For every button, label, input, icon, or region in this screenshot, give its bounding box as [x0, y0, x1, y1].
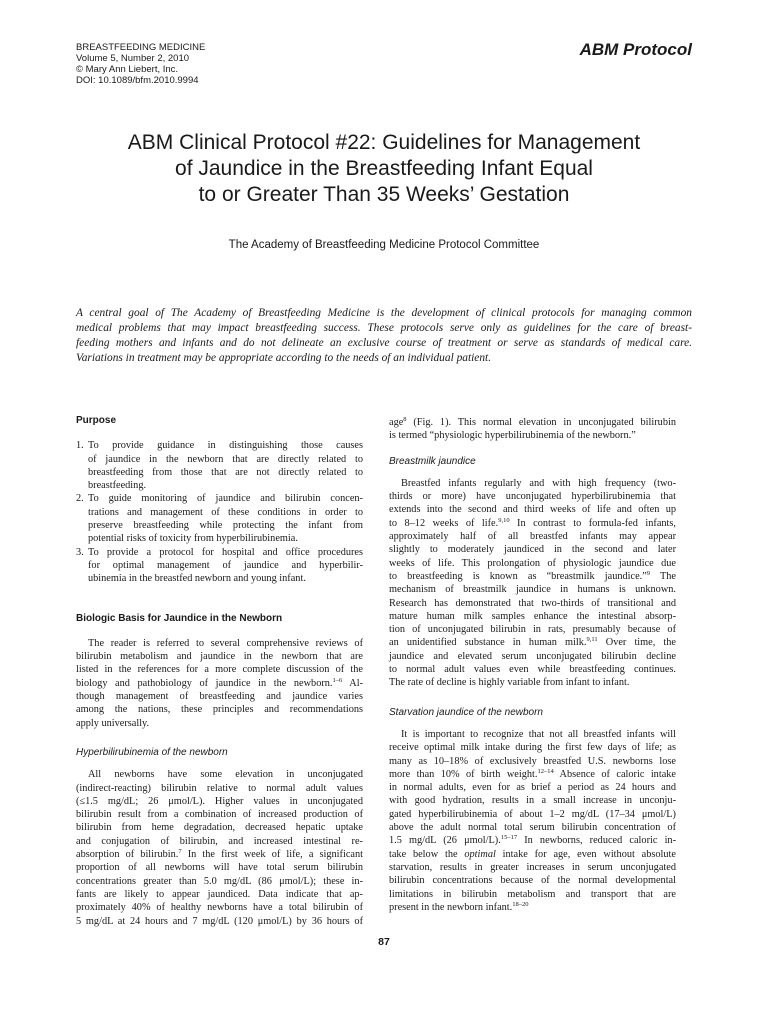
text-line: limitations in bilirubin metabolism and transport that are	[389, 888, 676, 900]
text-line: concentrations greater than 5.0 mg/dL (86 μmol/L); these in-	[76, 875, 363, 887]
text-span: present in the newborn infant.	[389, 901, 513, 913]
text-line: approximately half of all breastfed infants may appear	[389, 531, 676, 543]
text-line: apply universally.	[76, 717, 150, 729]
abstract-line: A central goal of The Academy of Breastfeeding Medicine is the development of clinical protocols for managing common	[76, 307, 692, 319]
text-line: thirds or more) have unconjugated hyperbilirubinemia that	[389, 491, 676, 503]
text-span: take below the	[389, 848, 465, 860]
text-line: and conjugation of bilirubin, and increased intestinal re-	[76, 835, 363, 847]
list-item	[76, 492, 363, 545]
protocol-label: ABM Protocol	[579, 40, 692, 59]
list-number: 2.	[76, 493, 84, 505]
text-span: intake for age, even without absolute	[495, 848, 676, 860]
text-line: with good hydration, results in a small increase in unconju-	[389, 795, 676, 807]
text-span: The	[650, 570, 676, 582]
author-line: The Academy of Breastfeeding Medicine Protocol Committee	[228, 239, 540, 251]
title-line: ABM Clinical Protocol #22: Guidelines for Management	[127, 131, 641, 154]
text-span: In the first week of life, a significant	[181, 849, 363, 861]
text-line: The reader is referred to several comprehensive reviews of	[88, 637, 363, 649]
list-number: 1.	[76, 440, 84, 452]
text-span: to breastfeeding is known as “breastmilk jaundice.”	[389, 570, 647, 582]
text-line: All newborns have some elevation in unconjugated	[88, 769, 363, 781]
citation: 18–20	[512, 900, 529, 908]
text-line: slightly to moderately jaundiced in the second and later	[389, 544, 676, 556]
article-title	[76, 130, 692, 208]
text-line: above the adult normal total serum bilirubin concentration of	[389, 822, 676, 834]
citation: 15–17	[500, 834, 518, 842]
citation: 7	[178, 848, 182, 856]
text-line	[389, 517, 676, 530]
text-line: jaundice and elevated serum unconjugated bilirubin decline	[389, 650, 676, 662]
text-line: for optimal management of jaundice and hyperbilir-	[88, 559, 363, 571]
text-line: To guide monitoring of jaundice and bilirubin concen-	[88, 493, 363, 505]
journal-copyright: © Mary Ann Liebert, Inc.	[76, 64, 179, 75]
page-number: 87	[378, 936, 390, 948]
text-line: The rate of decline is highly variable from infant to infant.	[389, 677, 630, 689]
text-line	[389, 636, 676, 649]
journal-name: BREASTFEEDING MEDICINE	[76, 42, 206, 53]
text-span: age	[389, 417, 404, 428]
text-span: In contrast to formula-fed infants,	[509, 517, 676, 529]
text-line: breastfeeding from those that are not directly related to	[88, 466, 363, 478]
text-line: starvation, results in greater increases in serum unconjugated	[389, 861, 676, 873]
text-span: (Fig. 1). This normal elevation in unconjugated bilirubin	[406, 417, 676, 428]
abstract	[76, 306, 692, 366]
text-line: mature human milk samples enhance the intestinal absorp-	[389, 610, 676, 622]
text-emphasis: optimal	[464, 848, 496, 860]
text-line: potential risks of toxicity from hyperbilirubinemia.	[88, 533, 298, 545]
left-column	[76, 414, 363, 928]
text-line	[389, 570, 676, 583]
text-line: of jaundice in the newborn that are directly related to	[88, 453, 363, 465]
journal-header	[76, 42, 205, 86]
text-line: proportion of all newborns will have total serum bilirubin	[76, 862, 363, 874]
citation: 9,10	[498, 516, 510, 524]
list-item	[76, 546, 363, 586]
title-line: to or Greater Than 35 Weeks’ Gestation	[198, 183, 570, 206]
text-line: Breastfed infants regularly and with high frequency (two-	[401, 477, 676, 489]
citation: 9	[646, 569, 651, 577]
text-line: bilirubin metabolism and jaundice in the newborn that are	[76, 651, 363, 663]
text-line: though management of breastfeeding and jaundice varies	[76, 691, 363, 703]
citation: 1–6	[332, 676, 343, 684]
text-line: bilirubin from heme degradation, decreased hepatic uptake	[76, 822, 363, 834]
abstract-line: feeding mothers and infants and do not delineate an exclusive course of treatment or serve as standards of medical care.	[76, 337, 692, 349]
citation: 12–14	[537, 767, 554, 775]
text-line: breastfeeding.	[88, 480, 147, 492]
text-line: is termed “physiologic hyperbilirubinemia of the newborn.”	[389, 430, 636, 442]
text-line: Research has demonstrated that two-thirds of transitional and	[389, 597, 676, 609]
text-line	[389, 768, 676, 781]
text-span: In newborns, reduced caloric in-	[517, 835, 677, 847]
biologic-heading: Biologic Basis for Jaundice in the Newborn	[76, 612, 283, 624]
citation: 9,11	[586, 636, 598, 644]
right-column	[389, 416, 676, 914]
text-line: in normal adults, even for as brief a period as 24 hours and	[389, 782, 676, 794]
text-line: listed in the references for a more complete discussion of the	[76, 664, 363, 676]
text-line: To provide a protocol for hospital and office procedures	[88, 546, 363, 558]
text-span: biology and pathobiology of jaundice in the newborn.	[76, 677, 333, 689]
text-line: weeks of life. This prolongation of physiologic jaundice due	[389, 557, 676, 569]
text-line	[76, 848, 363, 861]
text-line: receive optimal milk intake during the first few days of life; as	[389, 742, 676, 754]
text-line: ubinemia in the breastfed newborn and young infant.	[88, 573, 306, 585]
text-span: an unidentified substance in human milk.	[389, 637, 587, 649]
text-line: (indirect-reacting) bilirubin relative to normal adult values	[76, 782, 363, 794]
text-line: bilirubin result from a combination of increased production of	[76, 809, 363, 821]
text-span: to 8–12 weeks of life.	[389, 517, 499, 529]
text-line: (≤1.5 mg/dL; 26 μmol/L). Higher values in unconjugated	[76, 795, 363, 807]
text-line: It is important to recognize that not all breastfed infants will	[401, 728, 676, 740]
text-line	[76, 677, 363, 690]
text-line: fants are likely to appear jaundiced. Data indicate that ap-	[76, 888, 363, 900]
text-line: tion of unconjugated bilirubin in rats, presumably because of	[389, 624, 676, 636]
title-line: of Jaundice in the Breastfeeding Infant Equal	[175, 157, 593, 180]
text-span: Absence of caloric intake	[553, 768, 676, 780]
hyper-heading: Hyperbilirubinemia of the newborn	[76, 746, 228, 758]
text-span: 1.5 mg/dL (26 μmol/L).	[389, 835, 501, 847]
text-line	[389, 416, 676, 429]
text-line: bilirubin concentrations because of the normal developmental	[389, 875, 676, 887]
text-span: Over time, the	[597, 637, 676, 649]
breastmilk-heading: Breastmilk jaundice	[389, 455, 476, 467]
abstract-line: medical problems that may impact breastfeeding success. These protocols serve only as guidelines for the care of breast-	[76, 322, 692, 334]
text-span: Al-	[342, 677, 364, 689]
journal-doi: DOI: 10.1089/bfm.2010.9994	[76, 75, 199, 86]
purpose-list	[76, 439, 363, 585]
text-line: to normal adult values even while breastfeeding continues.	[389, 664, 676, 676]
text-line	[389, 848, 676, 861]
text-span: more than 10% of birth weight.	[389, 768, 538, 780]
starvation-heading: Starvation jaundice of the newborn	[389, 706, 543, 718]
purpose-heading: Purpose	[76, 415, 117, 426]
text-line	[389, 834, 676, 847]
citation: 8	[403, 416, 407, 423]
journal-volume: Volume 5, Number 2, 2010	[76, 53, 190, 64]
text-line: proximately 40% of healthy newborns have a total bilirubin of	[76, 902, 363, 914]
abstract-line: Variations in treatment may be appropriate according to the needs of an individual patient.	[76, 352, 492, 364]
text-span: absorption of bilirubin.	[76, 849, 179, 861]
text-line: 5 mg/dL at 24 hours and 7 mg/dL (120 μmol/L) by 36 hours of	[76, 915, 363, 927]
text-line: among the nations, these principles and recommendations	[76, 704, 363, 716]
text-line: many as 10–18% of exclusively breastfed U.S. newborns lose	[389, 755, 676, 767]
text-line	[389, 901, 676, 914]
text-line: preserve breastfeeding while protecting the infant from	[88, 520, 363, 532]
list-item	[76, 439, 363, 492]
text-line: trations and management of these conditions in order to	[88, 506, 363, 518]
text-line: extends into the second and third weeks of life and often up	[389, 504, 676, 516]
list-number: 3.	[76, 546, 84, 558]
text-line: gated hyperbilirubinemia of about 1–2 mg/dL (17–34 μmol/L)	[389, 808, 676, 820]
text-line: mechanism of breastmilk jaundice in humans is unknown.	[389, 584, 676, 596]
text-line: To provide guidance in distinguishing those causes	[88, 440, 363, 452]
